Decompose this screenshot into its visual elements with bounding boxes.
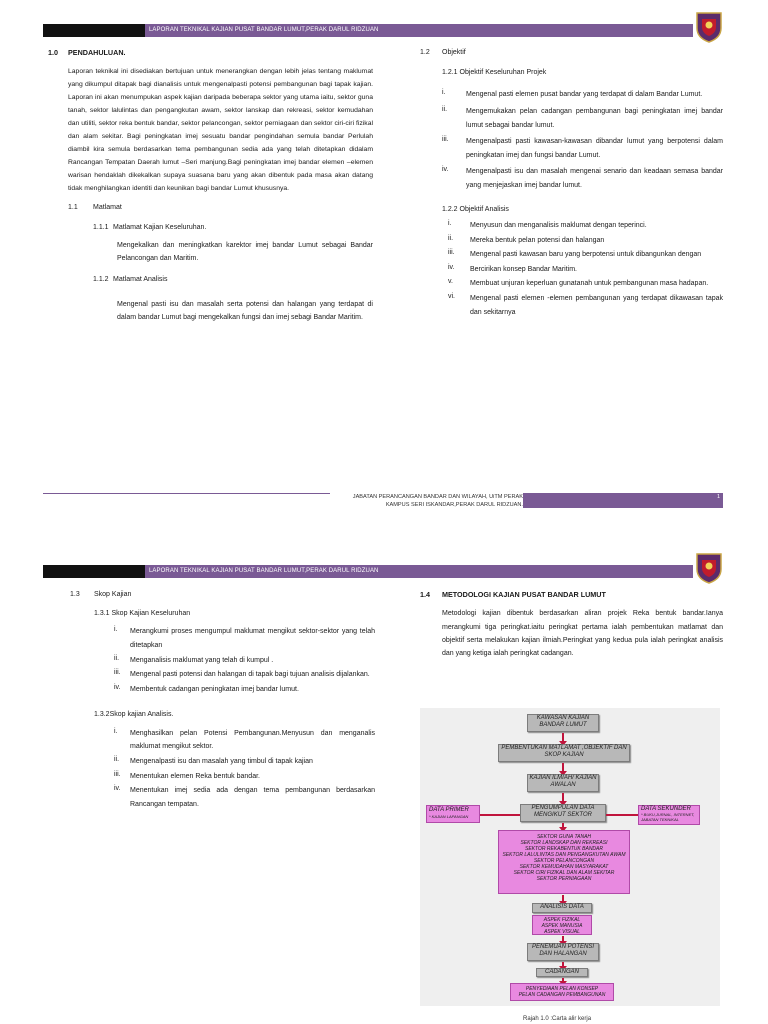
subsection-title: Matlamat Analisis xyxy=(113,276,168,284)
list-item-number: ii. xyxy=(442,105,448,113)
flow-arrow xyxy=(562,733,564,742)
figure-caption: Rajah 1.0 :Carta alir kerja xyxy=(523,1016,592,1022)
flow-arrow xyxy=(606,814,638,816)
data-sekunder-label: DATA SEKUNDER xyxy=(641,806,691,812)
list-item xyxy=(114,683,375,697)
list-item xyxy=(114,727,375,754)
section-number: 1.2 xyxy=(420,49,430,56)
list-item-text: Mengenal pasti kawasan baru yang berpotensi untuk dibangunkan dengan xyxy=(470,251,702,259)
list-item xyxy=(114,668,375,682)
list-item-number: iv. xyxy=(448,263,455,271)
skop-keseluruhan-list xyxy=(114,625,375,696)
flow-arrow xyxy=(562,962,564,967)
flow-box-data-sekunder xyxy=(638,805,700,825)
list-item-number: ii. xyxy=(448,234,454,242)
list-item xyxy=(114,625,375,652)
header-black-bar xyxy=(43,565,145,578)
data-sekunder-note: * BUKU,JURNAL, INTERNET, JABATAN TEKNIKAL xyxy=(641,812,695,822)
subsection-title: Matlamat Kajian Keseluruhan. xyxy=(113,223,207,231)
section-number: 1.4 xyxy=(420,590,430,599)
flow-arrow xyxy=(480,814,520,816)
list-item xyxy=(448,263,723,277)
list-item xyxy=(448,277,723,291)
paragraph-matlamat-keseluruhan: Mengekalkan dan meningkatkan karektor imej bandar Lumut sebagai Bandar Pelancongan dan Maritim. xyxy=(117,241,373,263)
footer-line-1: JABATAN PERANCANGAN BANDAR DAN WILAYAH, UiTM PERAK xyxy=(352,494,523,500)
section-title-skop: Skop Kajian xyxy=(94,591,132,598)
subsection-title: 1.3.2Skop kajian Analisis. xyxy=(94,711,174,719)
list-item-number: iii. xyxy=(114,770,121,778)
subsection-title: 1.2.2 Objektif Analisis xyxy=(442,205,509,213)
list-item-text: Menentukan imej sedia ada dengan tema pembangunan berdasarkan Rancangan tempatan. xyxy=(130,787,375,808)
list-item-text: Mengenal pasti elemen -elemen pembangunan yang terdapat dikawasan tapak dan sekitarnya xyxy=(470,295,723,316)
list-item-number: vi. xyxy=(448,293,455,301)
flow-box-pembentukan: PEMBENTUKAN MATLAMAT ,OBJEKTIF DAN SKOP KAJIAN xyxy=(498,744,630,762)
list-item-number: i. xyxy=(114,626,118,634)
flow-box-aspek: ASPEK FIZIKAL ASPEK MANUSIA ASPEK VISUAL xyxy=(532,915,592,935)
list-item-number: i. xyxy=(448,219,452,227)
objektif-analisis-list xyxy=(448,219,723,319)
uitm-crest-icon xyxy=(694,10,724,44)
header-title: LAPORAN TEKNIKAL KAJIAN PUSAT BANDAR LUMUT,PERAK DARUL RIDZUAN xyxy=(149,568,379,574)
footer-bar xyxy=(523,493,723,508)
list-item-text: Membentuk cadangan peningkatan imej bandar lumut. xyxy=(130,685,299,693)
flow-arrow xyxy=(562,978,564,982)
list-item xyxy=(448,248,723,262)
section-title-matlamat: Matlamat xyxy=(93,203,122,211)
section-number: 1.0 xyxy=(48,48,58,57)
flow-box-penyediaan-pelan: PENYEDIAAN PELAN KONSEP PELAN CADANGAN PEMBANGUNAN xyxy=(510,983,614,1001)
flow-arrow xyxy=(562,936,564,942)
list-item xyxy=(114,755,375,769)
header-title: LAPORAN TEKNIKAL KAJIAN PUSAT BANDAR LUMUT,PERAK DARUL RIDZUAN xyxy=(149,27,379,33)
flow-arrow xyxy=(562,895,564,902)
list-item xyxy=(448,234,723,248)
list-item-text: Mengenalpasti isu dan masalah mengenai senario dan keadaan semasa bandar yang menjejaskan imej bandar lumut. xyxy=(466,168,723,190)
scope-column xyxy=(70,590,375,812)
list-item-text: Menyusun dan menganalisis maklumat dengan teperinci. xyxy=(470,221,647,229)
right-column xyxy=(420,48,723,320)
skop-analisis-list xyxy=(114,727,375,812)
header-bar xyxy=(145,565,693,578)
list-item xyxy=(442,165,723,192)
list-item-text: Mengenal pasti potensi dan halangan di tapak bagi tujuan analisis dijalankan. xyxy=(130,671,370,679)
list-item xyxy=(442,105,723,132)
intro-paragraph: Laporan teknikal ini disediakan bertujuan untuk menerangkan dengan lebih jelas tentang maklumat yang dikumpul ditapak bagi dianalisis untuk mengenalpasti potensi pembangunan bagi tapak kajian. Laporan ini akan menumpukan aspek kajian daripada beberapa sektor yang utama iaitu, sektor guna tanah, sektor lalulintas dan pengangkutan awam, sektor lanskap dan rekreasi, sektor kemudahan dan utiliti, sektor reka bentuk bandar, sektor pelancongan, sektor perniagaan dan sektor ciri-ciri fizikal dan alam sekitar. Bagi peningkatan imej sesuatu bandar pengindahan semula bandar Perlulah diambil kira semula berdasarkan tema pembangunan sedia ada yang telah ditetapkan didalam Rancangan Tempatan Daerah lumut –Seri manjung.Bagi peningkatan imej bandar elemen –elemen warisan hendaklah dikekalkan supaya suasana baru yang akan dibentuk pada masa akan datang tidak menghilangkan identiti dan keunikan bagi bandar Lumut khususnya. xyxy=(68,68,373,192)
objektif-keseluruhan-list xyxy=(442,88,723,192)
list-item-text: Bercirikan konsep Bandar Maritim. xyxy=(470,265,577,273)
subsection-title: 1.2.1 Objektif Keseluruhan Projek xyxy=(442,69,547,77)
header-black-bar xyxy=(43,24,145,37)
list-item-number: ii. xyxy=(114,654,120,662)
flow-box-kajian-ilmiah: KAJIAN ILMIAH/ KAJIAN AWALAN xyxy=(527,774,599,792)
flow-arrow xyxy=(562,793,564,802)
footer-rule xyxy=(43,493,330,494)
subsection-number: 1.1.2 xyxy=(93,276,109,284)
list-item-number: i. xyxy=(114,727,118,735)
list-item xyxy=(114,770,375,784)
list-item-number: iii. xyxy=(448,249,455,257)
methodology-paragraph: Metodologi kajian dibentuk berdasarkan aliran projek Reka bentuk bandar.Ianya merangkumi tiga peringkat.iaitu peringkat pertama ialah pembentukan matlamat dan objektif serta melakukan kajian ilmiah.Peringkat yang kedua pula ialah peringkat analisis dan yang ketiga ialah peringkat cadangan. xyxy=(442,610,723,658)
list-item xyxy=(448,292,723,319)
section-number: 1.1 xyxy=(68,203,78,211)
section-title-metodologi: METODOLOGI KAJIAN PUSAT BANDAR LUMUT xyxy=(442,590,606,599)
flow-box-penemuan-potensi: PENEMUAN POTENSI DAN HALANGAN xyxy=(527,943,599,961)
list-item xyxy=(442,88,723,102)
list-item-text: Mengenalpasti pasti kawasan-kawasan dibandar lumut yang berpotensi dalam peningkatan imej dan fungsi bandar Lumut. xyxy=(466,138,723,159)
methodology-flowchart xyxy=(420,708,720,1006)
list-item-number: iii. xyxy=(114,669,121,677)
flow-box-data-primer xyxy=(426,805,480,823)
list-item xyxy=(442,135,723,162)
list-item xyxy=(114,784,375,811)
paragraph-matlamat-analisis: Mengenal pasti isu dan masalah serta potensi dan halangan yang terdapat di dalam bandar Lumut bagi mengekalkan fungsi dan imej sebagi Bandar Maritim. xyxy=(117,300,373,321)
list-item-number: ii. xyxy=(114,755,120,763)
flow-arrow xyxy=(562,763,564,772)
report-page-2 xyxy=(0,512,768,1024)
list-item-number: v. xyxy=(448,278,453,286)
list-item-text: Mengenal pasti elemen pusat bandar yang terdapat di dalam Bandar Lumut. xyxy=(466,91,703,99)
footer-address xyxy=(330,493,523,509)
flow-box-kawasan-kajian: KAWASAN KAJIAN BANDAR LUMUT xyxy=(527,714,599,732)
data-primer-note: * KAJIAN LAPANGAN xyxy=(429,814,469,819)
list-item-text: Mengemukakan pelan cadangan pembangunan bagi peningkatan imej bandar lumut sebagai bandar lumut. xyxy=(466,107,723,129)
list-item-text: Mereka bentuk pelan potensi dan halangan xyxy=(470,236,605,244)
list-item xyxy=(114,654,375,668)
flow-box-analisis-data: ANALISIS DATA xyxy=(532,903,592,913)
left-column xyxy=(48,48,373,324)
uitm-crest-icon xyxy=(694,551,724,585)
section-title-pendahuluan: PENDAHULUAN. xyxy=(68,48,126,57)
list-item-text: Mengenalpasti isu dan masalah yang timbul di tapak kajian xyxy=(130,757,313,765)
flow-box-pengumpulan-data: PENGUMPULAN DATA MENGIKUT SEKTOR xyxy=(520,804,606,822)
section-number: 1.3 xyxy=(70,591,80,598)
data-primer-label: DATA PRIMER xyxy=(429,807,469,813)
list-item-number: i. xyxy=(442,89,446,97)
list-item-text: Menganalisis maklumat yang telah di kumpul . xyxy=(130,656,274,664)
list-item-text: Merangkumi proses mengumpul maklumat mengikut sektor-sektor yang telah ditetapkan xyxy=(130,628,375,649)
subsection-number: 1.1.1 xyxy=(93,223,109,231)
flow-box-sektor-list: SEKTOR GUNA TANAH SEKTOR LANDSKAP DAN REKREASI SEKTOR REKABENTUK BANDAR SEKTOR LALULINTAS DAN PENGANGKUTAN AWAM SEKTOR PELANCONGAN SEKTOR KEMUDAHAN MASYARAKAT SEKTOR CIRI FIZIKAL DAN ALAM SEKITAR SEKTOR PERNIAGAAN xyxy=(498,830,630,894)
list-item-text: Menghasilkan pelan Potensi Pembangunan.Menyusun dan menganalis maklumat mengikut sektor. xyxy=(130,729,375,751)
list-item-text: Menentukan elemen Reka bentuk bandar. xyxy=(130,772,260,780)
page-number: 1 xyxy=(716,494,720,500)
flow-arrow xyxy=(562,823,564,828)
list-item-number: iv. xyxy=(442,166,449,174)
list-item-text: Membuat unjuran keperluan gunatanah untuk pembangunan masa hadapan. xyxy=(470,280,709,288)
list-item-number: iv. xyxy=(114,785,121,793)
list-item xyxy=(448,219,723,233)
section-title-objektif: Objektif xyxy=(442,49,466,56)
subsection-title: 1.3.1 Skop Kajian Keseluruhan xyxy=(94,610,191,618)
flow-box-cadangan: CADANGAN xyxy=(536,968,588,977)
footer-line-2: KAMPUS SERI ISKANDAR,PERAK DARUL RIDZUAN. xyxy=(385,502,523,508)
header-bar xyxy=(145,24,693,37)
methodology-column xyxy=(420,590,723,661)
list-item-number: iv. xyxy=(114,683,121,691)
list-item-number: iii. xyxy=(442,136,449,144)
